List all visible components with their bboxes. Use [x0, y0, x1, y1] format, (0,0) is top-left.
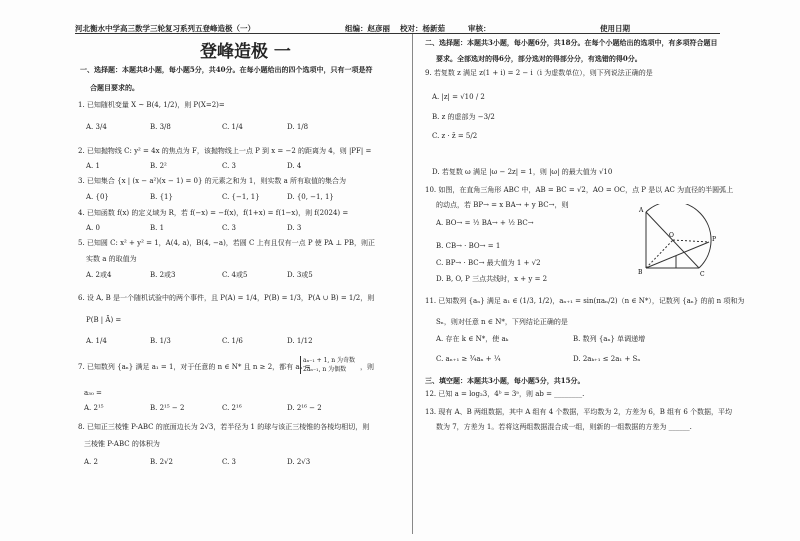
header-date: 使用日期 [600, 24, 630, 33]
q8-option-c: C. 3 [222, 458, 237, 466]
q10-stem: 10. 如图，在直角三角形 ABC 中，AB = BC = √2，AO = OC，点 P 是以 AC 为直径的半圆弧上 [425, 186, 734, 194]
section2-heading-cont: 要求。全部选对的得6分，部分选对的得部分分，有选错的得0分。 [436, 54, 642, 63]
q4-stem: 4. 已知函数 f(x) 的定义域为 R，若 f(−x) = −f(x)，f(1+x) = f(1−x)，则 f(2024) = [78, 209, 349, 217]
q7-piecewise [300, 356, 355, 374]
q13-stem: 13. 现有 A、B 两组数据，其中 A 组有 4 个数据，平均数为 2，方差为 6，B 组有 6 个数据，平均 [425, 408, 733, 416]
header-editor: 组编：赵彦丽 [345, 24, 390, 33]
segment-op [673, 240, 709, 242]
page-title: 登峰造极 一 [200, 42, 291, 62]
q8-option-d: D. 2√3 [287, 458, 311, 466]
q7-option-b: B. 2¹⁵ − 2 [150, 404, 185, 412]
section1-heading-cont: 合题目要求的。 [90, 83, 139, 92]
q8-stem-cont: 三棱锥 P-ABC 的体积为 [84, 440, 160, 448]
q11-option-c: C. aₙ₊₁ ≥ ¾aₙ + ¼ [436, 355, 501, 363]
q10-option-b: B. CB→ · BO→ = 1 [436, 242, 501, 250]
q1-option-d: D. 1/8 [287, 123, 309, 131]
q9-option-d: D. 若复数 ω 满足 |ω − 2z| = 1，则 |ω| 的最大值为 √10 [432, 168, 613, 176]
header-rule [75, 33, 720, 34]
q7-stem-then: ，则 [360, 363, 374, 371]
q3-option-c: C. {−1, 1} [222, 193, 260, 201]
q6-stem: 6. 设 A, B 是一个随机试验中的两个事件，且 P(A) = 1/4，P(B) = 1/3，P(A ∪ B) = 1/2，则 [78, 294, 375, 302]
q10-figure [636, 204, 722, 278]
q12-stem: 12. 已知 a = log₂3，4ᵇ = 3ᵃ，则 ab = ________. [425, 390, 585, 398]
q7-option-d: D. 2¹⁶ − 2 [287, 404, 322, 412]
q6-option-d: D. 1/12 [287, 337, 313, 345]
label-a: A [639, 207, 644, 214]
q9-stem: 9. 若复数 z 满足 z(1 + i) = 2 − i（i 为虚数单位），则下列说法正确的是 [425, 69, 653, 77]
label-c: C [700, 271, 705, 278]
q1-option-a: A. 3/4 [86, 123, 107, 131]
q4-option-d: D. 3 [287, 224, 302, 232]
q11-option-a: A. 存在 k ∈ N*，使 aₖ [436, 335, 509, 343]
q9-option-b: B. z 的虚部为 −3/2 [432, 113, 495, 121]
q7-stem-a30: a₃₀ = [84, 389, 102, 397]
q6-option-c: C. 1/6 [222, 337, 243, 345]
q13-stem-cont: 数为 7，方差为 1。若将这两组数据混合成一组，则新的一组数据的方差为 ______. [436, 423, 692, 431]
q4-option-a: A. 0 [86, 224, 100, 232]
q2-option-b: B. 2² [150, 162, 167, 170]
q11-stem-cont: Sₙ，则对任意 n ∈ N*，下列结论正确的是 [436, 318, 568, 326]
header-title: 河北衡水中学高三数学三轮复习系列五登峰造极（一） [75, 24, 255, 33]
q5-option-a: A. 2或4 [86, 271, 112, 279]
q3-option-d: D. {0, −1, 1} [287, 193, 334, 201]
q5-option-c: C. 4或5 [222, 271, 248, 279]
column-divider [412, 34, 413, 534]
q5-option-d: D. 3或5 [287, 271, 313, 279]
q11-option-b: B. 数列 {aₙ} 单调递增 [573, 335, 646, 343]
q1-stem: 1. 已知随机变量 X ~ B(4, 1/2)，则 P(X=2)= [78, 101, 225, 109]
q2-option-a: A. 1 [86, 162, 100, 170]
label-o: O [669, 232, 674, 239]
q10-option-c: C. BP→ · BC→ 最大值为 1 + √2 [436, 259, 541, 267]
q7-case-even: 2aₙ₋₁, n 为偶数 [303, 366, 347, 373]
q11-option-d: D. 2aₖ₊₁ ≤ 2a₁ + Sₙ [573, 355, 641, 363]
q8-stem: 8. 已知正三棱锥 P-ABC 的底面边长为 2√3，若半径为 1 的球与该正三棱锥的各棱均相切，则 [78, 423, 370, 431]
q9-option-a: A. |z| = √10 / 2 [432, 93, 485, 101]
label-p: P [712, 236, 717, 243]
section3-heading: 三、填空题：本题共3小题，每小题5分，共15分。 [425, 376, 585, 385]
label-b: B [638, 269, 643, 276]
q5-stem: 5. 已知圆 C: x² + y² = 1，A(4, a)，B(4, −a)，若圆 C 上有且仅有一点 P 使 PA ⊥ PB，则正 [78, 239, 376, 247]
q6-option-b: B. 1/3 [150, 337, 171, 345]
q1-option-c: C. 1/4 [222, 123, 243, 131]
q3-option-b: B. {1} [150, 193, 173, 201]
segment-bo [646, 240, 673, 268]
q8-option-b: B. 2√2 [150, 458, 173, 466]
q11-stem: 11. 已知数列 {aₙ} 满足 a₁ ∈ (1/3, 1/2)，aₙ₊₁ = sin(πaₙ/2)（n ∈ N*），记数列 {aₙ} 的前 n 项和为 [425, 297, 745, 305]
q10-stem-cont: 的动点，若 BP→ = x BA→ + y BC→，则 [436, 201, 569, 209]
q7-stem: 7. 已知数列 {aₙ} 满足 a₁ = 1，对于任意的 n ∈ N* 且 n ≥ 2，都有 aₙ = [78, 363, 311, 371]
q2-option-d: D. 4 [287, 162, 302, 170]
q1-option-b: B. 3/8 [150, 123, 171, 131]
q10-option-a: A. BO→ = ½ BA→ + ½ BC→ [436, 219, 534, 227]
q6-option-a: A. 1/4 [86, 337, 107, 345]
q3-option-a: A. {0} [86, 193, 109, 201]
q7-option-a: A. 2¹⁵ [84, 404, 104, 412]
q2-option-c: C. 3 [222, 162, 237, 170]
q3-stem: 3. 已知集合 {x | (x − a²)(x − 1) = 0} 的元素之和为 1，则实数 a 所有取值的集合为 [78, 177, 346, 185]
header-review: 审核： [468, 24, 491, 33]
q5-option-b: B. 2或3 [150, 271, 176, 279]
section2-heading: 二、选择题：本题共3小题，每小题6分，共18分。在每个小题给出的选项中，有多项符合题目 [425, 38, 718, 47]
section1-heading: 一、选择题：本题共8小题，每小题5分，共40分。在每小题给出的四个选项中，只有一项是符 [80, 65, 373, 74]
q5-stem-cont: 实数 a 的取值为 [86, 255, 137, 263]
q7-case-odd: aₙ₋₁ + 1, n 为奇数 [303, 357, 355, 364]
q8-option-a: A. 2 [84, 458, 98, 466]
q2-stem: 2. 已知抛物线 C: y² = 4x 的焦点为 F，该抛物线上一点 P 到 x = −2 的距离为 4，则 |PF| = [78, 147, 372, 155]
q6-stem-cont: P(B | Ā) = [86, 316, 122, 324]
q10-option-d: D. B, O, P 三点共线时，x + y = 2 [436, 275, 548, 283]
q7-option-c: C. 2¹⁶ [222, 404, 242, 412]
header-proof: 校对：杨新茹 [400, 24, 445, 33]
q9-option-c: C. z · z̄ = 5/2 [432, 132, 478, 140]
segment-ac [646, 212, 699, 268]
q4-option-b: B. 1 [150, 224, 165, 232]
q4-option-c: C. 3 [222, 224, 237, 232]
